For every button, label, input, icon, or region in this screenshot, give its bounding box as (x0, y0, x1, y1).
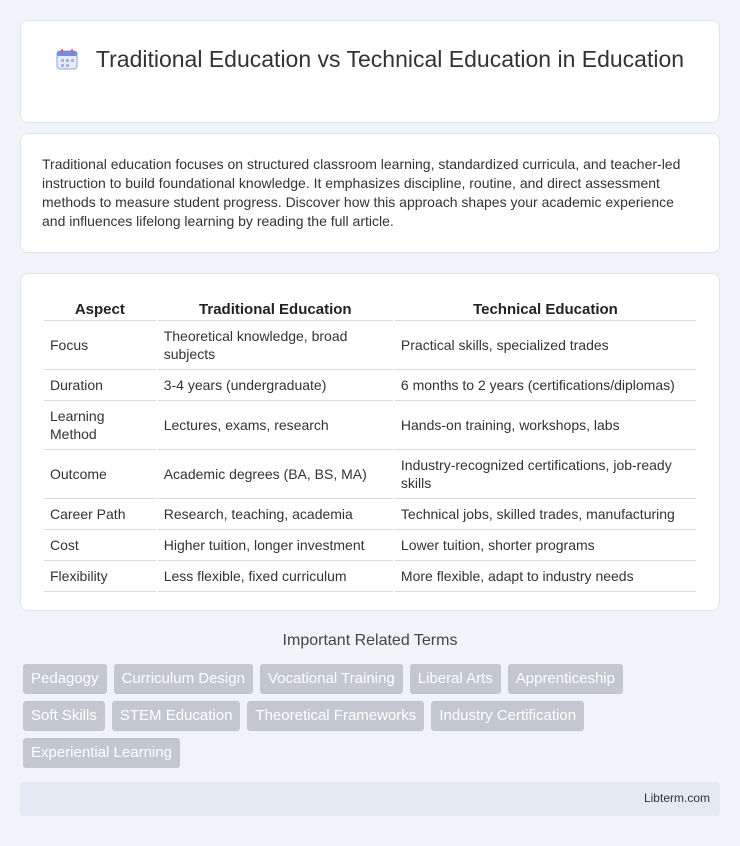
row-traditional: 3-4 years (undergraduate) (158, 370, 393, 401)
row-traditional: Research, teaching, academia (158, 499, 393, 530)
row-aspect: Flexibility (44, 561, 156, 592)
row-technical: Industry-recognized certifications, job-ready skills (395, 450, 696, 499)
row-technical: Practical skills, specialized trades (395, 321, 696, 370)
row-aspect: Duration (44, 370, 156, 401)
row-traditional: Less flexible, fixed curriculum (158, 561, 393, 592)
related-terms-list (23, 664, 703, 775)
table-row (44, 370, 696, 401)
row-technical: Hands-on training, workshops, labs (395, 401, 696, 450)
footer (20, 782, 720, 816)
row-aspect: Outcome (44, 450, 156, 499)
intro-paragraph: Traditional education focuses on structured classroom learning, standardized curricula, and teacher-led instruction to build foundational knowledge. It emphasizes discipline, routine, and direct assessment methods to measure student progress. Discover how this approach shapes your academic experience and influences lifelong learning by reading the full article. (42, 156, 681, 229)
term-tag-theoretical-frameworks[interactable]: Theoretical Frameworks (247, 701, 424, 731)
calendar-icon (56, 48, 78, 70)
row-traditional: Lectures, exams, research (158, 401, 393, 450)
row-traditional: Academic degrees (BA, BS, MA) (158, 450, 393, 499)
table-row (44, 530, 696, 561)
row-aspect: Learning Method (44, 401, 156, 450)
term-tag-pedagogy[interactable]: Pedagogy (23, 664, 107, 694)
term-tag-vocational-training[interactable]: Vocational Training (260, 664, 403, 694)
footer-site-link[interactable]: Libterm.com (643, 791, 710, 805)
intro-card (20, 133, 720, 253)
header-traditional: Traditional Education (158, 296, 393, 321)
row-traditional: Higher tuition, longer investment (158, 530, 393, 561)
header-technical: Technical Education (395, 296, 696, 321)
term-tag-liberal-arts[interactable]: Liberal Arts (410, 664, 501, 694)
row-aspect: Career Path (44, 499, 156, 530)
row-technical: Lower tuition, shorter programs (395, 530, 696, 561)
table-row (44, 499, 696, 530)
row-traditional: Theoretical knowledge, broad subjects (158, 321, 393, 370)
table-row (44, 401, 696, 450)
table-row (44, 450, 696, 499)
table-header-row (44, 296, 696, 321)
term-tag-industry-certification[interactable]: Industry Certification (431, 701, 584, 731)
comparison-table (42, 296, 698, 592)
page-title: Traditional Education vs Technical Education in Education (95, 46, 685, 72)
table-row (44, 561, 696, 592)
term-tag-soft-skills[interactable]: Soft Skills (23, 701, 105, 731)
term-tag-apprenticeship[interactable]: Apprenticeship (508, 664, 623, 694)
term-tag-curriculum-design[interactable]: Curriculum Design (114, 664, 253, 694)
row-technical: 6 months to 2 years (certifications/diplomas) (395, 370, 696, 401)
comparison-card (20, 273, 720, 611)
term-tag-experiential-learning[interactable]: Experiential Learning (23, 738, 180, 768)
term-tag-stem-education[interactable]: STEM Education (112, 701, 241, 731)
table-row (44, 321, 696, 370)
row-aspect: Focus (44, 321, 156, 370)
row-technical: Technical jobs, skilled trades, manufacturing (395, 499, 696, 530)
header-aspect: Aspect (44, 296, 156, 321)
row-aspect: Cost (44, 530, 156, 561)
row-technical: More flexible, adapt to industry needs (395, 561, 696, 592)
related-terms-heading: Important Related Terms (282, 632, 458, 649)
title-card (20, 20, 720, 123)
